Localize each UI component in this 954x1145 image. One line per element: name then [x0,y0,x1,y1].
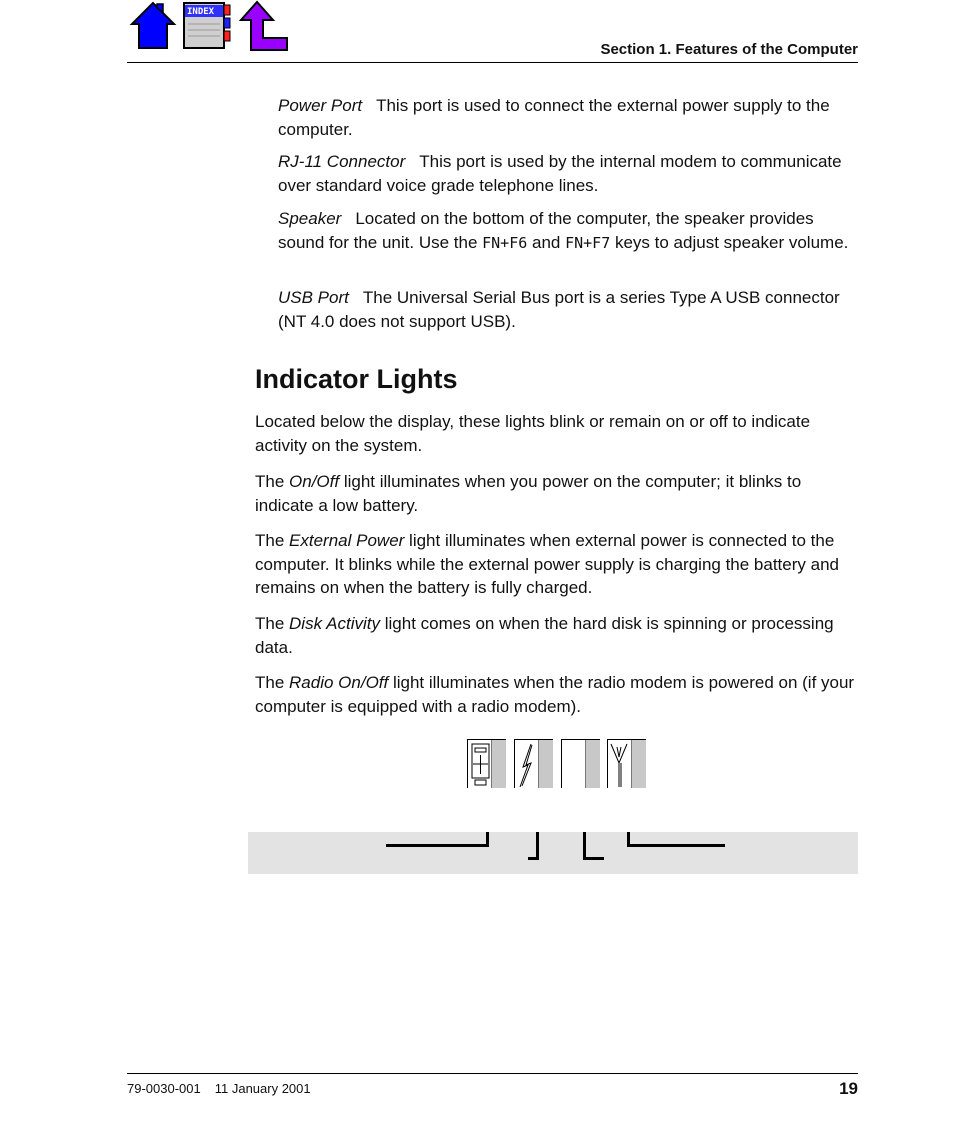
paragraph-on-off [255,470,858,517]
callout-line [627,844,725,847]
key-combo: FN+F7 [565,233,611,252]
up-button[interactable] [237,0,289,54]
antenna-icon [608,741,630,789]
paragraph-radio [255,671,858,718]
footer-rule [127,1073,858,1074]
disk-activity-light [561,739,600,788]
section-title: Section 1. Features of the Computer [600,41,858,58]
home-button[interactable] [129,0,177,50]
callout-line [486,832,489,847]
index-button[interactable] [182,0,232,50]
battery-icon [470,742,492,790]
para-text: light illuminates when external power is connected to the computer. It blinks while the external power supply is charging the battery and remains on when the battery is fully charged. [255,531,839,597]
port-description: keys to adjust speaker volume. [610,232,849,252]
external-power-light [514,739,553,788]
paragraph-external-power [255,529,858,600]
intro-paragraph: Located below the display, these lights blink or remain on or off to indicate activity on the system. [255,412,811,455]
port-description: The Universal Serial Bus port is a series Type A USB connector (NT 4.0 does not support USB). [278,288,840,331]
para-lead: The [255,472,290,491]
para-text: light illuminates when you power on the computer; it blinks to indicate a low battery. [255,472,802,515]
footer-info [127,1081,325,1096]
port-description: Located on the bottom of the computer, the speaker provides sound for the unit. Use the [278,209,814,252]
port-definition-rj11 [278,150,858,197]
port-term: Power Port [278,96,363,115]
para-text: light illuminates when the radio modem is powered on (if your computer is equipped with a radio modem). [255,673,855,716]
port-term: Speaker [278,209,342,228]
callout-line [386,844,489,847]
para-text: light comes on when the hard disk is spinning or processing data. [255,614,834,657]
light-term: External Power [289,531,405,550]
callout-line [583,857,604,860]
house-icon [129,0,177,50]
para-lead: The [255,531,290,550]
callout-band [248,832,858,874]
light-lens [585,740,600,788]
callout-line [528,857,539,860]
port-definition-power [278,94,858,141]
port-term: RJ-11 Connector [278,152,406,171]
lightning-icon [516,741,538,789]
light-lens [491,740,506,788]
port-description: and [527,232,566,252]
callout-line [583,832,586,860]
doc-number: 79-0030-001 [127,1081,201,1096]
index-label: INDEX [187,7,215,17]
header-rule [127,62,858,63]
light-lens [538,740,553,788]
up-arrow-icon [237,0,289,54]
light-term: Radio On/Off [289,673,389,692]
paragraph-disk-activity [255,612,858,659]
indicator-lights [467,739,647,788]
index-book-icon [182,0,232,50]
light-term: Disk Activity [289,614,381,633]
para-lead: The [255,673,290,692]
on-off-light [467,739,506,788]
callout-line [536,832,539,860]
light-term: On/Off [289,472,340,491]
radio-light [607,739,646,788]
doc-date: 11 January 2001 [214,1081,311,1096]
key-combo: FN+F6 [482,233,528,252]
page-number: 19 [839,1079,858,1098]
light-lens [631,740,646,788]
port-definition-speaker [278,207,858,255]
port-definition-usb [278,286,858,333]
port-description: This port is used to connect the external power supply to the computer. [278,96,830,139]
section-heading: Indicator Lights [255,364,458,394]
para-lead: The [255,614,290,633]
port-term: USB Port [278,288,349,307]
port-description: This port is used by the internal modem to communicate over standard voice grade telephone lines. [278,152,842,195]
